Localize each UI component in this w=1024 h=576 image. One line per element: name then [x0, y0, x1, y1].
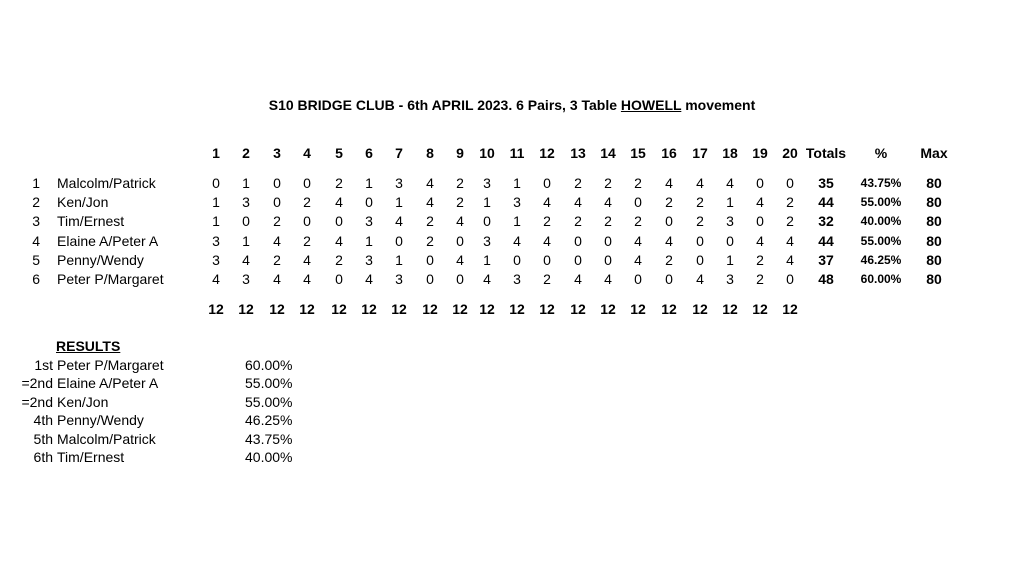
score-cell: 0 [513, 251, 521, 268]
score-cell: 4 [513, 232, 521, 249]
column-total: 12 [570, 301, 586, 317]
column-header: 5 [335, 145, 343, 161]
score-cell: 4 [212, 271, 220, 287]
score-cell: 2 [456, 175, 464, 191]
column-total: 12 [661, 301, 677, 317]
column-header: 6 [365, 145, 373, 161]
score-cell: 0 [756, 175, 764, 191]
column-total: 12 [361, 301, 377, 317]
score-cell: 0 [426, 271, 434, 287]
score-cell: 3 [726, 271, 734, 287]
score-cell: 1 [483, 194, 491, 211]
column-header: 7 [395, 145, 403, 161]
column-header: 1 [212, 145, 220, 161]
column-total: 12 [782, 301, 798, 317]
score-cell: 4 [786, 251, 794, 268]
score-cell: 1 [212, 194, 220, 211]
score-cell: 0 [786, 271, 794, 287]
column-total: 12 [391, 301, 407, 317]
score-cell: 2 [273, 251, 281, 268]
score-cell: 0 [365, 194, 373, 211]
score-cell: 4 [604, 194, 612, 211]
score-cell: 4 [543, 194, 551, 211]
title-movement-word: HOWELL [620, 97, 682, 113]
score-cell: 0 [665, 271, 673, 287]
score-cell: 0 [634, 271, 642, 287]
column-total: 12 [238, 301, 254, 317]
score-cell: 3 [726, 213, 734, 230]
score-cell: 3 [212, 251, 220, 268]
column-total: 12 [539, 301, 555, 317]
score-cell: 2 [574, 213, 582, 230]
result-place: 5th [33, 430, 53, 447]
score-cell: 0 [574, 232, 582, 249]
score-cell: 3 [395, 271, 403, 287]
column-header: 16 [661, 145, 677, 161]
column-header: 20 [782, 145, 798, 161]
result-percent: 40.00% [245, 449, 293, 465]
total-cell: 35 [818, 175, 834, 191]
result-place: 4th [33, 412, 53, 429]
pair-name: Tim/Ernest [57, 213, 125, 230]
column-header: 13 [570, 145, 586, 161]
percent-cell: 55.00% [860, 195, 902, 210]
column-header: 8 [426, 145, 434, 161]
score-cell: 3 [365, 213, 373, 230]
score-cell: 2 [696, 213, 704, 230]
score-cell: 0 [604, 232, 612, 249]
result-pair: Malcolm/Patrick [57, 430, 156, 447]
score-cell: 2 [335, 175, 343, 191]
column-total: 12 [752, 301, 768, 317]
result-pair: Tim/Ernest [57, 449, 125, 465]
score-cell: 2 [426, 232, 434, 249]
score-cell: 2 [756, 251, 764, 268]
column-header: 2 [242, 145, 250, 161]
result-percent: 55.00% [245, 375, 293, 392]
result-place: =2nd [21, 393, 53, 410]
pair-number: 4 [32, 232, 40, 249]
pair-name: Ken/Jon [57, 194, 109, 211]
column-total: 12 [630, 301, 646, 317]
column-header: 15 [630, 145, 646, 161]
score-cell: 4 [756, 194, 764, 211]
score-cell: 2 [604, 175, 612, 191]
column-header: 3 [273, 145, 281, 161]
percent-cell: 46.25% [860, 252, 902, 267]
score-cell: 2 [543, 213, 551, 230]
score-cell: 4 [242, 251, 250, 268]
pair-name: Peter P/Margaret [57, 271, 164, 287]
score-cell: 0 [395, 232, 403, 249]
score-cell: 0 [665, 213, 673, 230]
score-cell: 2 [634, 213, 642, 230]
score-cell: 0 [696, 232, 704, 249]
score-cell: 4 [696, 175, 704, 191]
score-cell: 4 [543, 232, 551, 249]
score-cell: 2 [665, 194, 673, 211]
score-cell: 1 [483, 251, 491, 268]
score-cell: 4 [696, 271, 704, 287]
score-cell: 3 [513, 271, 521, 287]
pair-number: 1 [32, 175, 40, 191]
column-header: 14 [600, 145, 616, 161]
score-cell: 4 [665, 232, 673, 249]
score-cell: 0 [543, 251, 551, 268]
score-cell: 4 [273, 271, 281, 287]
score-cell: 1 [365, 175, 373, 191]
result-pair: Peter P/Margaret [57, 357, 164, 373]
score-cell: 0 [574, 251, 582, 268]
column-header: 12 [539, 145, 555, 161]
pair-name: Elaine A/Peter A [57, 232, 159, 249]
score-cell: 4 [335, 194, 343, 211]
totals-header: Totals [805, 145, 847, 161]
score-cell: 3 [242, 271, 250, 287]
score-cell: 4 [365, 271, 373, 287]
score-cell: 0 [756, 213, 764, 230]
score-cell: 3 [242, 194, 250, 211]
score-cell: 1 [395, 251, 403, 268]
result-pair: Ken/Jon [57, 393, 109, 410]
score-cell: 2 [335, 251, 343, 268]
score-cell: 2 [303, 232, 311, 249]
page-title [0, 97, 1024, 113]
score-cell: 2 [756, 271, 764, 287]
score-cell: 1 [513, 213, 521, 230]
score-cell: 4 [786, 232, 794, 249]
score-cell: 1 [395, 194, 403, 211]
column-header: 10 [479, 145, 495, 161]
score-cell: 3 [483, 175, 491, 191]
column-total: 12 [269, 301, 285, 317]
column-header: 18 [722, 145, 738, 161]
result-pair: Penny/Wendy [57, 412, 144, 429]
max-cell: 80 [926, 213, 942, 230]
score-cell: 4 [756, 232, 764, 249]
score-cell: 4 [726, 175, 734, 191]
score-cell: 4 [574, 271, 582, 287]
pair-name: Penny/Wendy [57, 251, 144, 268]
score-cell: 4 [456, 213, 464, 230]
score-cell: 3 [513, 194, 521, 211]
score-cell: 2 [786, 213, 794, 230]
score-cell: 2 [303, 194, 311, 211]
score-cell: 3 [395, 175, 403, 191]
percent-header: % [874, 145, 888, 161]
score-cell: 4 [273, 232, 281, 249]
max-cell: 80 [926, 271, 942, 287]
score-cell: 2 [696, 194, 704, 211]
score-cell: 0 [456, 271, 464, 287]
pair-number: 6 [32, 271, 40, 287]
column-total: 12 [452, 301, 468, 317]
result-place: =2nd [21, 375, 53, 392]
score-cell: 0 [604, 251, 612, 268]
column-header: 11 [509, 145, 525, 161]
result-percent: 43.75% [245, 430, 293, 447]
score-cell: 0 [273, 175, 281, 191]
score-cell: 2 [574, 175, 582, 191]
result-place: 1st [34, 357, 53, 373]
score-cell: 1 [365, 232, 373, 249]
column-total: 12 [509, 301, 525, 317]
score-cell: 0 [303, 175, 311, 191]
total-cell: 32 [818, 213, 834, 230]
column-total: 12 [331, 301, 347, 317]
score-cell: 1 [726, 194, 734, 211]
score-cell: 4 [483, 271, 491, 287]
score-cell: 4 [303, 271, 311, 287]
score-cell: 2 [273, 213, 281, 230]
score-cell: 2 [665, 251, 673, 268]
column-header: 4 [303, 145, 311, 161]
score-cell: 0 [456, 232, 464, 249]
score-cell: 0 [483, 213, 491, 230]
score-cell: 4 [426, 175, 434, 191]
score-cell: 1 [242, 232, 250, 249]
column-total: 12 [600, 301, 616, 317]
total-cell: 48 [818, 271, 834, 287]
max-cell: 80 [926, 232, 942, 249]
score-cell: 0 [696, 251, 704, 268]
column-total: 12 [299, 301, 315, 317]
score-cell: 1 [513, 175, 521, 191]
pair-number: 2 [32, 194, 40, 211]
percent-cell: 40.00% [860, 214, 902, 229]
score-cell: 1 [212, 213, 220, 230]
max-cell: 80 [926, 194, 942, 211]
score-cell: 0 [634, 194, 642, 211]
score-cell: 2 [543, 271, 551, 287]
score-cell: 0 [303, 213, 311, 230]
pair-name: Malcolm/Patrick [57, 175, 156, 191]
score-cell: 3 [483, 232, 491, 249]
column-total: 12 [692, 301, 708, 317]
max-cell: 80 [926, 175, 942, 191]
score-cell: 4 [335, 232, 343, 249]
score-cell: 4 [574, 194, 582, 211]
percent-cell: 43.75% [860, 176, 902, 190]
score-cell: 2 [786, 194, 794, 211]
score-cell: 0 [426, 251, 434, 268]
pair-number: 3 [32, 213, 40, 230]
result-place: 6th [33, 449, 53, 465]
result-percent: 55.00% [245, 393, 293, 410]
score-cell: 0 [242, 213, 250, 230]
column-header: 17 [692, 145, 708, 161]
score-cell: 0 [335, 213, 343, 230]
score-cell: 4 [395, 213, 403, 230]
score-cell: 1 [726, 251, 734, 268]
score-cell: 0 [726, 232, 734, 249]
pair-number: 5 [32, 251, 40, 268]
column-total: 12 [479, 301, 495, 317]
total-cell: 44 [818, 232, 834, 249]
score-cell: 2 [634, 175, 642, 191]
result-percent: 60.00% [245, 357, 293, 373]
column-header: 9 [456, 145, 464, 161]
max-header: Max [920, 145, 948, 161]
column-header: 19 [752, 145, 768, 161]
score-cell: 4 [604, 271, 612, 287]
score-cell: 4 [456, 251, 464, 268]
total-cell: 37 [818, 251, 834, 268]
score-cell: 4 [665, 175, 673, 191]
title-suffix: movement [681, 97, 756, 113]
score-cell: 0 [273, 194, 281, 211]
score-cell: 0 [543, 175, 551, 191]
max-cell: 80 [926, 251, 942, 268]
results-title: RESULTS [56, 338, 121, 354]
score-cell: 0 [335, 271, 343, 287]
score-cell: 2 [426, 213, 434, 230]
column-total: 12 [422, 301, 438, 317]
percent-cell: 55.00% [860, 233, 902, 248]
title-prefix: S10 BRIDGE CLUB - 6th APRIL 2023. 6 Pairs, 3 Table [268, 97, 621, 113]
total-cell: 44 [818, 194, 834, 211]
score-cell: 2 [604, 213, 612, 230]
score-cell: 0 [212, 175, 220, 191]
score-cell: 2 [456, 194, 464, 211]
score-cell: 4 [634, 251, 642, 268]
score-cell: 3 [212, 232, 220, 249]
column-total: 12 [208, 301, 224, 317]
column-total: 12 [722, 301, 738, 317]
score-cell: 3 [365, 251, 373, 268]
score-cell: 1 [242, 175, 250, 191]
result-pair: Elaine A/Peter A [57, 375, 159, 392]
score-cell: 4 [426, 194, 434, 211]
result-percent: 46.25% [245, 412, 293, 429]
score-cell: 0 [786, 175, 794, 191]
score-cell: 4 [303, 251, 311, 268]
score-cell: 4 [634, 232, 642, 249]
percent-cell: 60.00% [860, 272, 902, 286]
